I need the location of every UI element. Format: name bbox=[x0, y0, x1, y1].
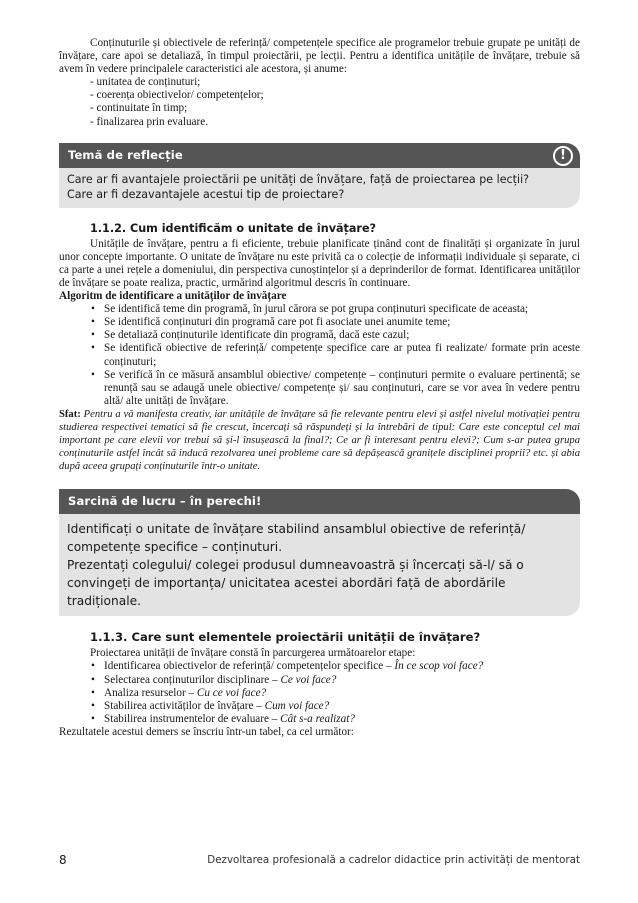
step-question: În ce scop voi face? bbox=[394, 660, 484, 673]
characteristics-list bbox=[59, 76, 580, 128]
section-heading: 1.1.3. Care sunt elementele proiectării unității de învățare? bbox=[90, 630, 481, 645]
list-item: • Se verifică în ce măsură ansamblul obiective/ competențe – conținuturi permite o evaluare pertinentă; se renunță sau se adaugă unele obiective/ competențe și/ sau conținuturi, care se vor avea în vedere pentru altă/ alte unități de învățare. bbox=[90, 369, 580, 408]
page-content bbox=[59, 37, 580, 739]
task-box-title: Sarcină de lucru – în perechi! bbox=[68, 494, 262, 509]
list-item: • Selectarea conținuturilor disciplinare – Ce voi face? bbox=[90, 674, 580, 687]
intro-paragraph: Conținuturile și obiectivele de referință/ competențele specifice ale programelor trebuie grupate pe unități de învățare, care apoi se detaliază, în timpul proiectării, pe lecții. Pentru a identifica unitățile de învățare, trebuie să avem în vedere principalele caracteristici ale acestora, și anume: bbox=[59, 37, 580, 76]
exclamation-icon: ! bbox=[553, 146, 573, 166]
footer-title: Dezvoltarea profesională a cadrelor didactice prin activități de mentorat bbox=[207, 854, 580, 866]
section-paragraph: Unitățile de învățare, pentru a fi eficiente, trebuie planificate ținând cont de finalități și organizate în jurul unor concepte importante. O unitate de învățare nu este privită ca o colecție de informații individuale și separate, ci ca parte a unei rețele a domeniului, din perspectiva cunoștințelor și a deprinderilor de format. Identificarea unităților de învățare se poate realiza, practic, urmărind algoritmul descris în continuare. bbox=[59, 237, 580, 289]
reflection-box-header bbox=[59, 143, 580, 168]
list-item: • Stabilirea instrumentelor de evaluare – Cât s-a realizat? bbox=[90, 713, 580, 726]
section-1-1-2 bbox=[59, 222, 580, 474]
page-footer bbox=[59, 853, 580, 867]
list-item: • Se identifică obiective de referință/ competențe specifice care ar putea fi realizate/ formate prin aceste conținuturi; bbox=[90, 342, 580, 368]
reflection-box bbox=[59, 143, 580, 208]
list-item: • Stabilirea activităților de învățare – Cum voi face? bbox=[90, 700, 580, 713]
list-item: - finalizarea prin evaluare. bbox=[90, 115, 209, 128]
list-item: - continuitate în timp; bbox=[90, 102, 188, 115]
step-question: Ce voi face? bbox=[280, 673, 337, 686]
reflection-question: Care ar fi dezavantajele acestui tip de proiectare? bbox=[67, 188, 345, 202]
advice-text: Pentru a vă manifesta creativ, iar unitățile de învățare să fie relevante pentru elevi și astfel nivelul motivației pentru studierea respectivei tematici să fie crescut, încercați să răspundeți și la întrebări de tipul: Care este conceptul cel mai important pe care elevii vor trebui să și-l însușească la final?; Ce ar fi interesant pentru elevi?; Cum s-ar putea grupa conținuturile astfel încât să inducă rezolvarea unei probleme care să depășească granițele disciplinei proprii? etc. și abia după aceea grupați conținuturile într-o unitate. bbox=[59, 408, 580, 473]
advice-label: Sfat: bbox=[59, 408, 81, 420]
page-number: 8 bbox=[59, 853, 67, 867]
list-item: • Se identifică teme din programă, în jurul cărora se pot grupa conținuturi specificate de aceasta; bbox=[90, 303, 580, 316]
step-question: Cum voi face? bbox=[264, 699, 330, 712]
advice-paragraph bbox=[59, 408, 580, 473]
reflection-box-body bbox=[59, 168, 580, 208]
list-item: • Analiza resurselor – Cu ce voi face? bbox=[90, 687, 580, 700]
list-item: • Se identifică conținuturi din programă care pot fi asociate unei anumite teme; bbox=[90, 316, 580, 329]
step-question: Cât s-a realizat? bbox=[280, 712, 355, 725]
list-item: - unitatea de conținuturi; bbox=[90, 76, 201, 89]
list-item: - coerența obiectivelor/ competențelor; bbox=[90, 89, 264, 102]
closing-sentence: Rezultatele acestui demers se înscriu într-un tabel, ca cel următor: bbox=[59, 725, 354, 738]
task-box bbox=[59, 489, 580, 616]
task-instruction: Identificați o unitate de învățare stabilind ansamblul obiective de referință/ competențe specifice – conținuturi. bbox=[67, 522, 526, 555]
step-question: Cu ce voi face? bbox=[196, 686, 267, 699]
intro-section bbox=[59, 37, 580, 129]
task-box-header bbox=[59, 489, 580, 514]
reflection-box-title: Temă de reflecție bbox=[68, 147, 183, 162]
steps-list bbox=[59, 660, 580, 725]
list-item: • Se detaliază conținuturile identificate din programă, dacă este cazul; bbox=[90, 329, 580, 342]
task-box-body bbox=[59, 514, 580, 616]
section-intro: Proiectarea unității de învățare constă în parcurgerea următoarelor etape: bbox=[90, 647, 416, 660]
algorithm-list bbox=[59, 303, 580, 408]
list-item: • Identificarea obiectivelor de referință/ competențelor specifice – În ce scop voi face? bbox=[90, 660, 580, 673]
algorithm-title: Algoritm de identificare a unităților de învățare bbox=[59, 290, 287, 303]
task-instruction: Prezentați colegului/ colegei produsul dumneavoastră și încercați să-l/ să o convingeți de importanța/ unicitatea acestei abordări față de abordările tradiționale. bbox=[67, 557, 524, 608]
section-heading: 1.1.2. Cum identificăm o unitate de învățare? bbox=[90, 221, 377, 235]
reflection-question: Care ar fi avantajele proiectării pe unități de învățare, față de proiectarea pe lecții? bbox=[67, 172, 530, 186]
section-1-1-3 bbox=[59, 630, 580, 739]
